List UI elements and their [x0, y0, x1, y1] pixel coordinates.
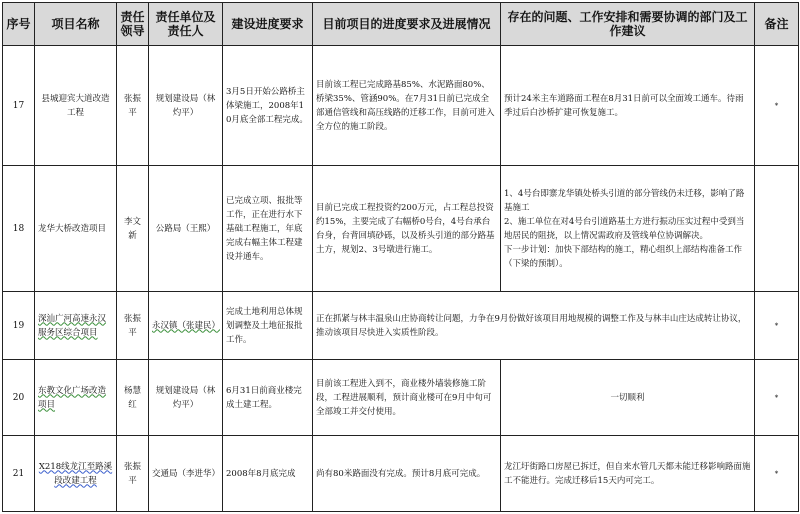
header-leader: 责任领导 — [117, 3, 149, 46]
cell-issues — [501, 360, 755, 436]
cell-unit: 公路局（王熙） — [149, 166, 223, 292]
issue-line: 2、施工单位在对4号台引道路基土方进行振动压实过程中受到当地居民的阻挠，以上情况需政府及管线单位协调解决。 — [504, 216, 745, 241]
cell-name: 深汕广河高速永汉服务区综合项目 — [35, 292, 117, 360]
cell-unit: 永汉镇（张建民） — [149, 292, 223, 360]
cell-leader: 张振平 — [117, 436, 149, 512]
cell-leader: 张振平 — [117, 46, 149, 166]
issue-line: 1、4号台即寨龙华镇处桥头引道的部分管线仍未迁移，影响了路基施工 — [504, 188, 745, 213]
cell-note: * — [755, 360, 799, 436]
cell-issues — [501, 436, 755, 512]
cell-seq: 21 — [3, 436, 35, 512]
cell-leader: 杨慧红 — [117, 360, 149, 436]
cell-seq: 17 — [3, 46, 35, 166]
issue-line: 龙江圩街路口房屋已拆迁，但自来水管几天都未能迁移影响路面施工不能进行。完成迁移后15天内可完工。 — [504, 461, 751, 486]
cell-progress: 正在抓紧与林丰温泉山庄协商转让问题，力争在9月份做好该项目用地规模的调整工作及与林丰山庄达成转让协议，推动该项目尽快进入实质性阶段。 — [313, 292, 755, 360]
cell-seq: 19 — [3, 292, 35, 360]
cell-name: 东教文化广场改造项目 — [35, 360, 117, 436]
cell-req: 完成土地利用总体规划调整及土地征报批工作。 — [223, 292, 313, 360]
cell-note — [755, 166, 799, 292]
cell-progress: 目前已完成工程投资约200万元，占工程总投资约15%，主要完成了右幅桥0号台，4号台承台台身，台背回填砂砾，以及桥头引道的部分路基土方，规划2、3号墩进行施工。 — [313, 166, 501, 292]
cell-progress: 目前该工程进入到不，商业楼外墙装修施工阶段，工程进展顺利，预计商业楼可在9月中旬可全部竣工并交付使用。 — [313, 360, 501, 436]
header-note: 备注 — [755, 3, 799, 46]
table-row — [3, 436, 799, 512]
header-req: 建设进度要求 — [223, 3, 313, 46]
cell-issues — [501, 166, 755, 292]
cell-issues — [501, 46, 755, 166]
project-progress-table-container — [2, 2, 798, 512]
cell-leader: 张振平 — [117, 292, 149, 360]
header-seq: 序号 — [3, 3, 35, 46]
header-unit: 责任单位及责任人 — [149, 3, 223, 46]
issue-line: 下一步计划：加快下部结构的施工，精心组织上部结构准备工作（下梁的预制）。 — [504, 244, 743, 269]
cell-name: X218线龙江至路溪段改建工程 — [35, 436, 117, 512]
cell-leader: 李文新 — [117, 166, 149, 292]
cell-req: 已完成立项、报批等工作，正在进行水下基础工程施工，年底完成右幅主体工程建设并通车。 — [223, 166, 313, 292]
cell-progress: 目前该工程已完成路基85%、水泥路面80%、桥梁35%、管涵90%。在7月31日前已完成全部通信管线和高压线路的迁移工作，目前可进入全方位的施工阶段。 — [313, 46, 501, 166]
cell-unit: 规划建设局（林灼平） — [149, 360, 223, 436]
issue-line: 一切顺利 — [610, 392, 645, 403]
cell-name: 龙华大桥改造项目 — [35, 166, 117, 292]
header-name: 项目名称 — [35, 3, 117, 46]
cell-seq: 20 — [3, 360, 35, 436]
cell-req: 3月5日开始公路桥主体梁施工，2008年10月底全部工程完成。 — [223, 46, 313, 166]
table-row — [3, 292, 799, 360]
issue-line: 预计24米主车道路面工程在8月31日前可以全面竣工通车。待雨季过后白沙桥扩建可恢复施工。 — [504, 93, 744, 118]
cell-seq: 18 — [3, 166, 35, 292]
cell-unit: 规划建设局（林灼平） — [149, 46, 223, 166]
cell-note: * — [755, 436, 799, 512]
cell-note: * — [755, 292, 799, 360]
cell-progress: 尚有80米路面没有完成。预计8月底可完成。 — [313, 436, 501, 512]
header-issues: 存在的问题、工作安排和需要协调的部门及工作建议 — [501, 3, 755, 46]
project-progress-table — [2, 2, 799, 512]
cell-unit: 交通局（李进华） — [149, 436, 223, 512]
cell-note: * — [755, 46, 799, 166]
cell-req: 2008年8月底完成 — [223, 436, 313, 512]
table-row — [3, 166, 799, 292]
cell-name: 县城迎宾大道改造工程 — [35, 46, 117, 166]
header-progress: 目前项目的进度要求及进展情况 — [313, 3, 501, 46]
cell-req: 6月31日前商业楼完成土建工程。 — [223, 360, 313, 436]
header-row — [3, 3, 799, 46]
table-row — [3, 360, 799, 436]
table-row — [3, 46, 799, 166]
